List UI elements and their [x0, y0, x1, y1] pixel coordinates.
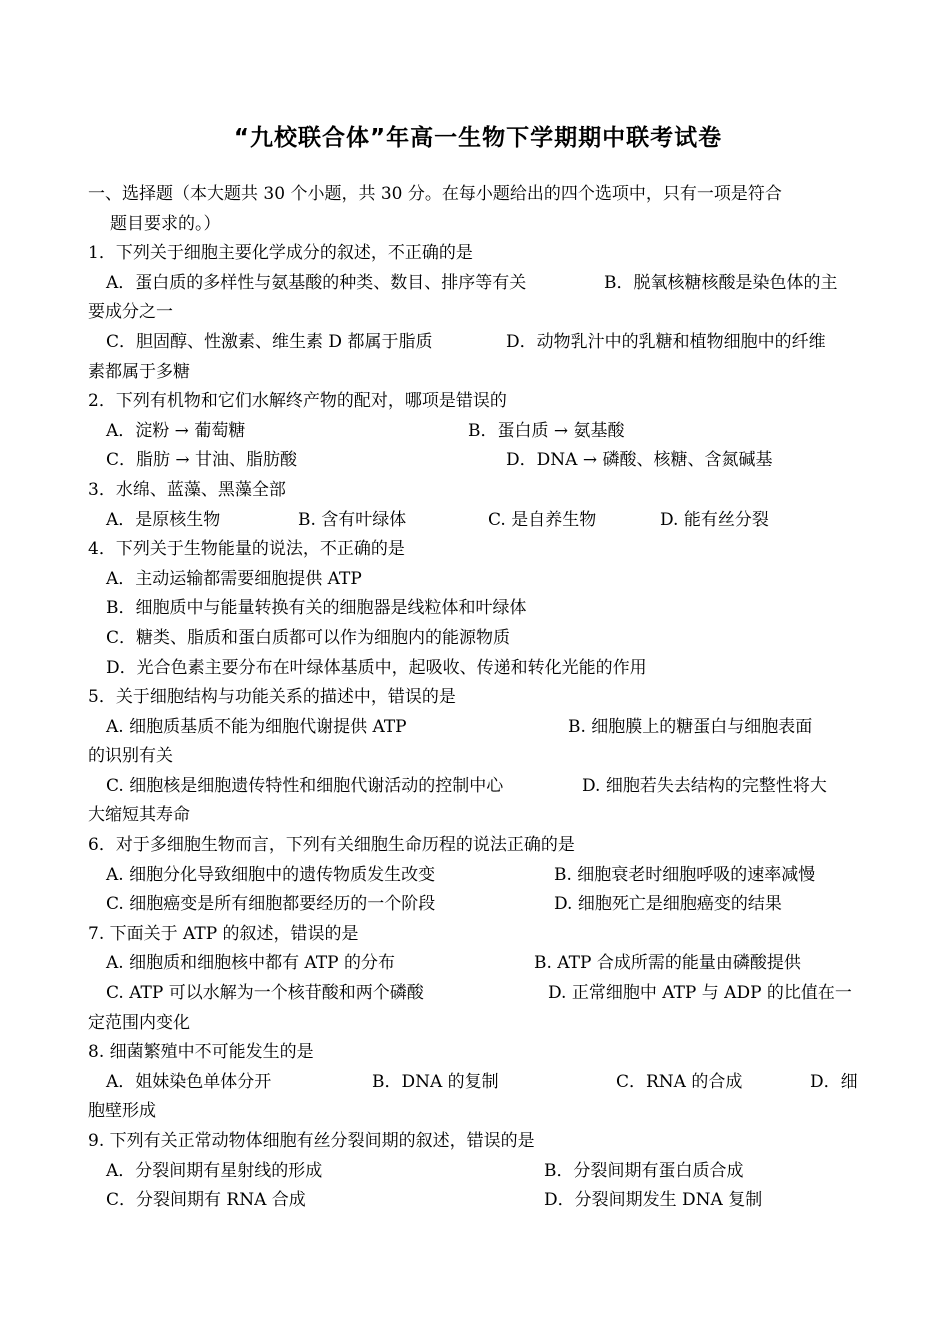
option-b: B. ATP 合成所需的能量由磷酸提供	[534, 953, 801, 974]
question-stem: 6．对于多细胞生物而言，下列有关细胞生命历程的说法正确的是	[88, 835, 575, 856]
option-row	[88, 1068, 868, 1098]
option-a: A．是原核生物	[106, 509, 221, 530]
option-c: C. 细胞癌变是所有细胞都要经历的一个阶段	[106, 894, 436, 915]
option-b: B．分裂间期有蛋白质合成	[544, 1160, 744, 1181]
option-b: B．蛋白质 → 氨基酸	[468, 420, 625, 441]
question-1	[88, 239, 868, 387]
option-d: D. 细胞死亡是细胞癌变的结果	[554, 894, 782, 915]
option-row	[88, 446, 868, 476]
option-row	[88, 328, 868, 358]
question-4	[88, 535, 868, 683]
question-stem: 4．下列关于生物能量的说法，不正确的是	[88, 539, 405, 560]
option-row	[88, 417, 868, 447]
option-c: C．脂肪 → 甘油、脂肪酸	[106, 450, 298, 471]
option-row	[88, 772, 868, 802]
option-d: D. 正常细胞中 ATP 与 ADP 的比值在一	[548, 983, 852, 1004]
option-row	[88, 1186, 868, 1216]
option-a: A．主动运输都需要细胞提供 ATP	[106, 568, 362, 589]
option-c: C. 是自养生物	[488, 509, 597, 530]
option-b: B. 细胞膜上的糖蛋白与细胞表面	[568, 716, 813, 737]
option-c: C. ATP 可以水解为一个核苷酸和两个磷酸	[106, 983, 424, 1004]
exam-title: “九校联合体”年高一生物下学期期中联考试卷	[233, 125, 723, 151]
option-c: C．RNA 的合成	[616, 1071, 743, 1092]
option-d: D．光合色素主要分布在叶绿体基质中，起吸收、传递和转化光能的作用	[106, 657, 647, 678]
option-d: D. 能有丝分裂	[660, 509, 769, 530]
option-continuation: 要成分之一	[88, 302, 173, 323]
option-row	[88, 949, 868, 979]
question-stem: 3．水绵、蓝藻、黑藻全部	[88, 479, 286, 500]
question-stem: 8. 细菌繁殖中不可能发生的是	[88, 1042, 314, 1063]
question-stem: 1．下列关于细胞主要化学成分的叙述，不正确的是	[88, 243, 473, 264]
question-5	[88, 683, 868, 831]
section-heading	[88, 180, 868, 239]
option-a: A．分裂间期有星射线的形成	[106, 1160, 323, 1181]
question-9	[88, 1127, 868, 1216]
option-a: A. 细胞质和细胞核中都有 ATP 的分布	[106, 953, 396, 974]
option-b: B．细胞质中与能量转换有关的细胞器是线粒体和叶绿体	[106, 598, 527, 619]
option-c: C．胆固醇、性激素、维生素 D 都属于脂质	[106, 331, 433, 352]
option-row	[88, 979, 868, 1009]
option-d: D．动物乳汁中的乳糖和植物细胞中的纤维	[506, 331, 826, 352]
option-a: A．淀粉 → 葡萄糖	[106, 420, 246, 441]
option-a: A. 细胞质基质不能为细胞代谢提供 ATP	[106, 716, 407, 737]
option-c: C. 细胞核是细胞遗传特性和细胞代谢活动的控制中心	[106, 775, 504, 796]
option-b: B. 细胞衰老时细胞呼吸的速率减慢	[554, 864, 816, 885]
question-stem: 7. 下面关于 ATP 的叙述，错误的是	[88, 923, 359, 944]
question-6	[88, 831, 868, 920]
option-a: A．姐妹染色单体分开	[106, 1071, 272, 1092]
option-a: A．蛋白质的多样性与氨基酸的种类、数目、排序等有关	[106, 272, 527, 293]
question-stem: 2．下列有机物和它们水解终产物的配对，哪项是错误的	[88, 391, 507, 412]
question-stem: 5．关于细胞结构与功能关系的描述中，错误的是	[88, 687, 456, 708]
option-row	[88, 890, 868, 920]
question-3	[88, 476, 868, 535]
option-c: C．分裂间期有 RNA 合成	[106, 1190, 306, 1211]
option-a: A. 细胞分化导致细胞中的遗传物质发生改变	[106, 864, 436, 885]
option-continuation: 胞壁形成	[88, 1101, 156, 1122]
option-continuation: 大缩短其寿命	[88, 805, 190, 826]
exam-page	[88, 118, 868, 1216]
option-d: D．分裂间期发生 DNA 复制	[544, 1190, 763, 1211]
option-row	[88, 1157, 868, 1187]
option-continuation: 的识别有关	[88, 746, 173, 767]
option-d: D．DNA → 磷酸、核糖、含氮碱基	[506, 450, 773, 471]
section-instructions-line-1: 一、选择题（本大题共 30 个小题，共 30 分。在每小题给出的四个选项中，只有一项是符合	[88, 184, 782, 204]
question-2	[88, 387, 868, 476]
option-b: B. 含有叶绿体	[298, 509, 407, 530]
option-d: D．细	[810, 1071, 858, 1092]
option-row	[88, 861, 868, 891]
option-row	[88, 269, 868, 299]
option-row	[88, 506, 868, 536]
section-instructions-line-2: 题目要求的。）	[110, 213, 221, 234]
question-7	[88, 920, 868, 1038]
option-b: B．DNA 的复制	[372, 1071, 499, 1092]
question-8	[88, 1038, 868, 1127]
option-continuation: 素都属于多糖	[88, 361, 190, 382]
option-b: B．脱氧核糖核酸是染色体的主	[604, 272, 838, 293]
option-continuation: 定范围内变化	[88, 1012, 190, 1033]
option-d: D. 细胞若失去结构的完整性将大	[582, 775, 827, 796]
option-row	[88, 713, 868, 743]
question-stem: 9. 下列有关正常动物体细胞有丝分裂间期的叙述，错误的是	[88, 1131, 535, 1151]
option-c: C．糖类、脂质和蛋白质都可以作为细胞内的能源物质	[106, 627, 511, 648]
